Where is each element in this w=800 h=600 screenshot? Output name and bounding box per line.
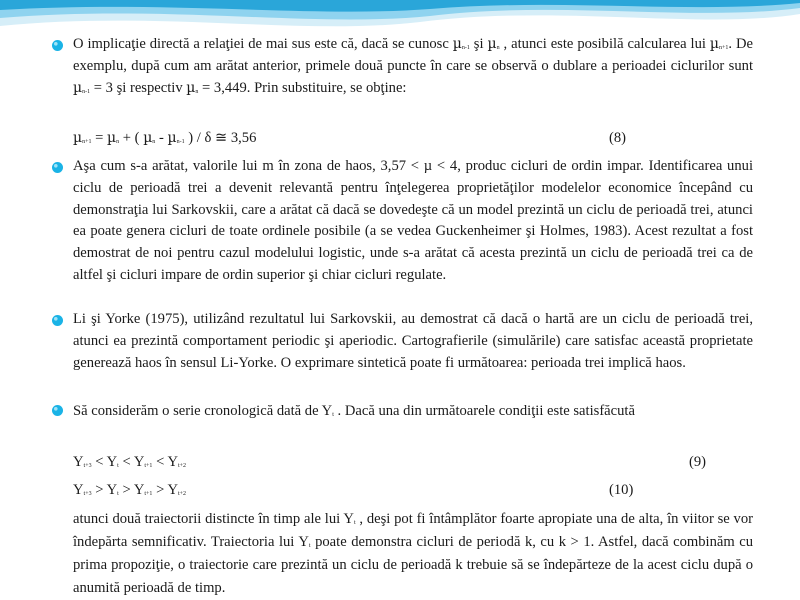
equation-9-number: (9) — [689, 454, 707, 470]
equation-10: $Y_{t+3} > Y_t > Y_{t+1} > Y_{t+2}$ (10) — [73, 480, 753, 502]
equation-8-number: (8) — [609, 130, 627, 146]
paragraph-implication: O implicaţie directă a relaţiei de mai sus este că, dacă se cunosc µ$_{n-1}$ şi µ$_n$ , atunci este posibilă calcularea lui µ$_{n+1}$. De exemplu, după cum am arătat anterior, primele două puncte în care se observă o dublare a perioadei ciclurilor sunt µ$_{n-1}$ = 3 şi respectiv µ$_n$ = 3,449. Prin substituire, se obţine: — [73, 36, 753, 96]
paragraph-trajectories: atunci două traiectorii distincte în timp ale lui $Y_t$ , deşi pot fi întâmplător foarte apropiate una de alta, în viitor se vor îndepărta semnificativ. Traiectoria lui $Y_t$ poate demonstra cicluri de periodă k, cu k > 1. Astfel, dacă combinăm cu prima propoziţie, o traiectorie care prezintă un ciclu de perioadă k trebuie să se îndepărteze de la acest ciclu după o anumită perioadă de timp. — [73, 511, 754, 596]
equation-9: $Y_{t+3} < Y_t < Y_{t+1} < Y_{t+2}$ (9) — [73, 452, 753, 474]
paragraph-chaos-cycles: Aşa cum s-a arătat, valorile lui m în zona de haos, 3,57 < µ < 4, produc cicluri de ordin impar. Identificarea unui ciclu de perioadă trei a devenit relevantă pentru înţelegerea proprietăţilor modelelor economice începând cu demonstraţia lui Sarkovskii, care a arătat că dacă se dovedeşte că un model prezintă un ciclu de perioadă trei, atunci ea poate genera cicluri de toate ordinele posibile (a se vedea Guckenheimer şi Holmes, 1983). Acest rezultat a fost demostrat de noi pentru cazul modelului logistic, unde s-a arătat că acesta prezintă un ciclu de perioadă trei ca de altfel şi cicluri impare de ordin superior şi chiar cicluri regulate. — [73, 158, 753, 283]
equation-10-number: (10) — [609, 482, 634, 498]
bullet-disc-icon — [51, 39, 64, 52]
bullet-disc-icon — [51, 404, 64, 417]
equation-8: µ$_{n+1}$ = µ$_n$ + ( µ$_n$ - µ$_{n-1}$ ) / δ ≅ 3,56 (8) — [73, 128, 753, 150]
bullet-disc-icon — [51, 314, 64, 327]
bullet-disc-icon — [51, 161, 64, 174]
paragraph-time-series: Să considerăm o serie cronologică dată de $Y_t$ . Dacă una din următoarele condiţii este satisfăcută — [73, 403, 635, 419]
paragraph-li-yorke: Li şi Yorke (1975), utilizând rezultatul lui Sarkovskii, au demostrat că dacă o hartă are un ciclu de perioadă trei, atunci ea prezintă comportament periodic şi aperiodic. Cartografierile (simulările) care satisfac această proprietate generează haos în sensul Li-Yorke. O exprimare sintetică poate fi următoarea: perioada trei implică haos. — [73, 311, 753, 371]
